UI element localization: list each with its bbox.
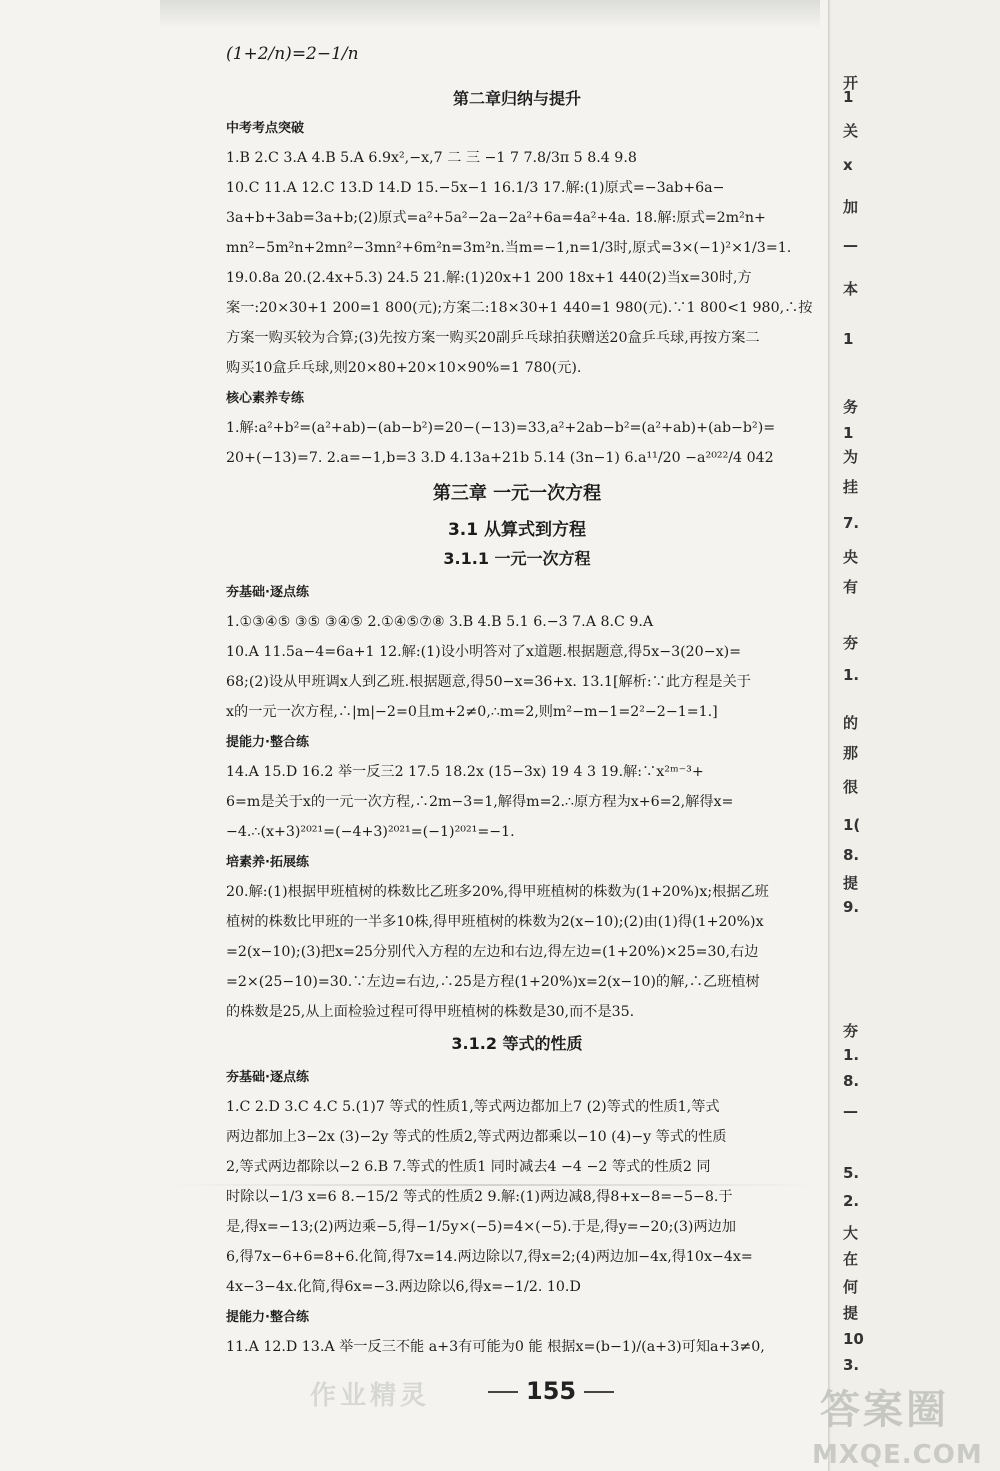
answer-line: 2,等式两边都除以−2 6.B 7.等式的性质1 同时减去4 −4 −2 等式的性质2 同 [226, 1159, 711, 1175]
right-fragment: x [843, 156, 853, 174]
section-title: 3.1 从算式到方程 [447, 520, 587, 540]
right-fragment: — [843, 1102, 858, 1120]
answer-line: 植树的株数比甲班的一半多10株,得甲班植树的株数为2(x−10);(2)由(1)得(1+20%)x [226, 914, 764, 930]
section-label: 夯基础·逐点练 [226, 585, 309, 600]
right-fragment: 有 [843, 578, 859, 596]
page-footer [300, 1375, 640, 1415]
right-fragment: 大 [843, 1224, 859, 1242]
answer-line: =2×(25−10)=30.∵左边=右边,∴25是方程(1+20%)x=2(x−10)的解,∴乙班植树 [226, 974, 760, 990]
right-fragment: 1. [843, 1046, 860, 1064]
answer-line: 6,得7x−6+6=8+6.化简,得7x=14.两边除以7,得x=2;(4)两边加−4x,得10x−4x= [226, 1249, 753, 1265]
right-fragment: 关 [843, 122, 859, 140]
answer-line: 68;(2)设从甲班调x人到乙班.根据题意,得50−x=36+x. 13.1[解析:∵此方程是关于 [226, 674, 751, 690]
page-number-value: 155 [526, 1377, 577, 1405]
answer-line: 是,得x=−13;(2)两边乘−5,得−1/5y×(−5)=4×(−5).于是,得y=−20;(3)两边加 [226, 1219, 737, 1235]
subsection-title: 3.1.2 等式的性质 [451, 1034, 583, 1053]
right-fragment: 1 [843, 88, 854, 106]
right-fragment: 2. [843, 1192, 860, 1210]
right-fragment: — [843, 236, 858, 254]
scan-top-shadow [160, 0, 820, 28]
answer-line: 11.A 12.D 13.A 举一反三不能 a+3有可能为0 能 根据x=(b−1)/(a+3)可知a+3≠0, [226, 1339, 765, 1355]
answer-line: 方案一购买较为合算;(3)先按方案一购买20副乒乓球拍获赠送20盒乒乓球,再按方案二 [226, 330, 760, 346]
right-fragment: 5. [843, 1164, 860, 1182]
right-fragment: 7. [843, 514, 860, 532]
right-fragment: 本 [843, 280, 859, 298]
right-fragment: 为 [843, 448, 859, 466]
answer-line: x的一元一次方程,∴|m|−2=0且m+2≠0,∴m=2,则m²−m−1=2²−2−1=1.] [226, 704, 718, 720]
chapter2-review-title: 第二章归纳与提升 [452, 89, 581, 108]
dash-right [584, 1391, 614, 1393]
right-fragment: 在 [843, 1250, 859, 1268]
section-label: 提能力·整合练 [226, 735, 309, 750]
right-fragment: 务 [843, 398, 859, 416]
right-fragment: 8. [843, 846, 860, 864]
answer-line: 6=m是关于x的一元一次方程,∴2m−3=1,解得m=2.∴原方程为x+6=2,解得x= [226, 794, 734, 810]
answer-line: 1.①③④⑤ ③⑤ ③④⑤ 2.①④⑤⑦⑧ 3.B 4.B 5.1 6.−3 7.A 8.C 9.A [226, 614, 654, 630]
right-fragment: 夯 [843, 1022, 859, 1040]
right-fragment: 夯 [843, 634, 859, 652]
answer-line: 14.A 15.D 16.2 举一反三2 17.5 18.2x (15−3x) 19 4 3 19.解:∵x²ᵐ⁻³+ [226, 764, 704, 780]
answer-line: mn²−5m²n+2mn²−3mn²+6m²n=3m²n.当m=−1,n=1/3时,原式=3×(−1)²×1/3=1. [226, 240, 792, 256]
page-number [480, 1377, 622, 1405]
answer-line: 购买10盒乒乓球,则20×80+20×10×90%=1 780(元). [226, 360, 582, 376]
section-label: 培素养·拓展练 [226, 855, 309, 870]
section-label: 提能力·整合练 [226, 1310, 309, 1325]
page-fold [828, 0, 831, 1471]
right-fragment: 9. [843, 898, 860, 916]
answer-line: 时除以−1/3 x=6 8.−15/2 等式的性质2 9.解:(1)两边减8,得8+x−8=−5−8.于 [226, 1189, 733, 1205]
logo-text: 答案圈 [820, 1387, 949, 1433]
answer-line: 1.B 2.C 3.A 4.B 5.A 6.9x²,−x,7 二 三 −1 7 7.8/3π 5 8.4 9.8 [226, 150, 637, 166]
right-fragment: 的 [843, 714, 859, 732]
right-fragment: 那 [843, 744, 859, 762]
right-fragment: 央 [843, 548, 859, 566]
answer-line: 10.C 11.A 12.C 13.D 14.D 15.−5x−1 16.1/3 17.解:(1)原式=−3ab+6a− [226, 180, 725, 196]
right-fragment: 很 [843, 778, 859, 796]
right-fragment: 8. [843, 1072, 860, 1090]
answer-line: 1.解:a²+b²=(a²+ab)−(ab−b²)=20−(−13)=33,a²+2ab−b²=(a²+ab)+(ab−b²)= [226, 420, 776, 436]
right-fragment: 提 [843, 874, 859, 892]
answer-line: 10.A 11.5a−4=6a+1 12.解:(1)设小明答对了x道题.根据题意,得5x−3(20−x)= [226, 644, 742, 660]
section-label: 中考考点突破 [226, 121, 305, 136]
right-fragment: 开 [843, 74, 859, 92]
right-fragment: 挂 [843, 478, 859, 496]
chapter3-title: 第三章 一元一次方程 [432, 483, 602, 504]
answer-line: 3a+b+3ab=3a+b;(2)原式=a²+5a²−2a−2a²+6a=4a²+4a. 18.解:原式=2m²n+ [226, 210, 766, 226]
answer-line: −4.∴(x+3)²⁰²¹=(−4+3)²⁰²¹=(−1)²⁰²¹=−1. [226, 824, 515, 840]
answer-line: =2(x−10);(3)把x=25分别代入方程的左边和右边,得左边=(1+20%)×25=30,右边 [226, 944, 759, 960]
right-fragment: 10 [843, 1330, 864, 1348]
answer-line: 的株数是25,从上面检验过程可得甲班植树的株数是30,而不是35. [226, 1004, 635, 1020]
right-fragment: 提 [843, 1304, 859, 1322]
answer-line: 两边都加上3−2x (3)−2y 等式的性质2,等式两边都乘以−10 (4)−y 等式的性质 [226, 1129, 727, 1145]
right-fragment: 加 [843, 198, 859, 216]
right-fragment: 何 [843, 1278, 859, 1296]
right-fragment: 1. [843, 666, 860, 684]
top-formula: (1+2/n)=2−1/n [226, 44, 359, 64]
section-label: 核心素养专练 [226, 391, 305, 406]
subsection-title: 3.1.1 一元一次方程 [443, 549, 591, 568]
right-fragment: 1( [843, 816, 861, 834]
answer-line: 4x−3−4x.化简,得6x=−3.两边除以6,得x=−1/2. 10.D [226, 1279, 581, 1295]
answer-line: 20+(−13)=7. 2.a=−1,b=3 3.D 4.13a+21b 5.14 (3n−1) 6.a¹¹/20 −a²⁰²²/4 042 [226, 450, 774, 466]
right-fragment: 1 [843, 330, 854, 348]
answer-line: 20.解:(1)根据甲班植树的株数比乙班多20%,得甲班植树的株数为(1+20%)x;根据乙班 [226, 884, 769, 900]
answer-line: 案一:20×30+1 200=1 800(元);方案二:18×30+1 440=1 980(元).∵1 800<1 980,∴按 [226, 300, 813, 316]
site-logo-watermark [820, 1378, 990, 1434]
answer-line: 19.0.8a 20.(2.4x+5.3) 24.5 21.解:(1)20x+1 200 18x+1 440(2)当x=30时,方 [226, 270, 752, 286]
dash-left [488, 1391, 518, 1393]
publisher-watermark: 作业精灵 [310, 1381, 431, 1411]
right-fragment: 3. [843, 1356, 860, 1374]
answer-content [226, 44, 813, 1362]
page-crease [170, 1184, 820, 1186]
answer-line: 1.C 2.D 3.C 4.C 5.(1)7 等式的性质1,等式两边都加上7 (2)等式的性质1,等式 [226, 1099, 720, 1115]
site-url-watermark: MXQE.COM [812, 1440, 983, 1470]
right-fragment: 1 [843, 424, 854, 442]
section-label: 夯基础·逐点练 [226, 1070, 309, 1085]
